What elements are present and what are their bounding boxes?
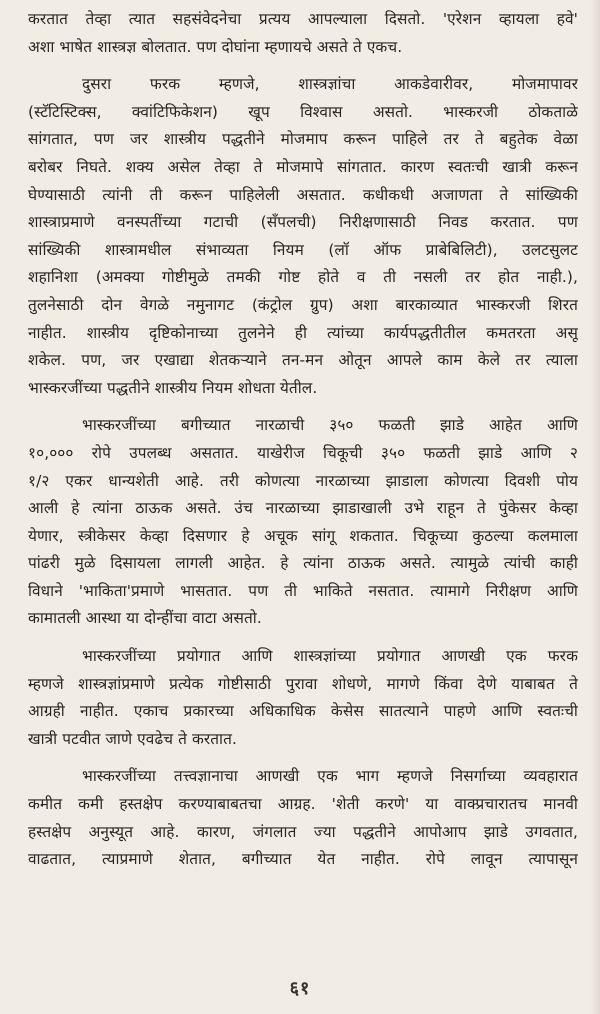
text-line: (स्टॅटिस्टिक्स, क्वांटिफिकेशन) खूप विश्वास असतो. भास्करजी ठोकताळे <box>28 102 578 121</box>
text-line: सांगतात, पण जर शास्त्रीय पद्धतीने मोजमाप करून पाहिले तर ते बहुतेक वेळा <box>28 130 578 149</box>
text-line: आग्रही नाहीत. एकाच प्रकारच्या अधिकाधिक केसेस सातत्याने पाहणे आणि स्वतःची <box>28 702 578 721</box>
text-line: भास्करजींच्या बगीच्यात नारळाची ३५० फळती झाडे आहेत आणि <box>82 416 578 435</box>
text-line: शकेल. पण, जर एखाद्या शेतकऱ्याने तन-मन ओतून आपले काम केले तर त्याला <box>28 351 578 370</box>
text-line: करतात तेव्हा त्यात सहसंवेदनेचा प्रत्यय आपल्याला दिसतो. 'एरेशन व्हायला हवे' <box>28 10 578 28</box>
text-line: आली हे त्यांना ठाऊक असते. उंच नारळाच्या झाडाखाली उभे राहून ते पुंकेसर केव्हा <box>28 499 578 518</box>
text-line: १०,००० रोपे उपलब्ध असतात. याखेरीज चिकूची ३५० फळती झाडे आणि २ <box>28 443 578 462</box>
text-line: नाहीत. शास्त्रीय दृष्टिकोनाच्या तुलनेने ही त्यांच्या कार्यपद्धतीतील कमतरता असू <box>28 323 578 342</box>
text-line: भास्करजींच्या तत्त्वज्ञानाचा आणखी एक भाग म्हणजे निसर्गाच्या व्यवहारात <box>82 767 578 786</box>
text-line: शास्त्राप्रमाणे वनस्पतींच्या गटाची (सॅंपलची) निरीक्षणासाठी निवड करतात. पण <box>28 213 578 232</box>
text-line: पांढरी मुळे दिसायला लागली आहेत. हे त्यांना ठाऊक असते. त्यामुळे त्यांची काही <box>28 554 578 573</box>
text-line: अशा भाषेत शास्त्रज्ञ बोलतात. पण दोघांना म्हणायचे असते ते एकच. <box>28 37 403 56</box>
text-line: विधाने 'भाकिता'प्रमाणे भासतात. पण ती भाकिते नसतात. त्यामागे निरीक्षण आणि <box>28 581 578 600</box>
text-line: येणार, स्त्रीकेसर केव्हा दिसणार हे अचूक सांगू शकतात. चिकूच्या कुठल्या कलमाला <box>28 526 578 545</box>
text-line: तुलनेसाठी दोन वेगळे नमुनागट (कंट्रोल ग्रुप) अशा बारकाव्यात भास्करजी शिरत <box>28 295 578 314</box>
paragraph-4 <box>28 643 578 753</box>
text-line: सांख्यिकी शास्त्रामधील संभाव्यता नियम (लॉ ऑफ प्राबेबिलिटी), उलटसुलट <box>28 240 578 259</box>
text-line: दुसरा फरक म्हणजे, शास्त्रज्ञांचा आकडेवारीवर, मोजमापावर <box>82 75 578 94</box>
text-line: हस्तक्षेप अनुस्यूत आहे. कारण, जंगलात ज्या पद्धतीने आपोआप झाडे उगवतात, <box>28 822 578 841</box>
text-line: बरोबर निघते. शक्य असेल तेव्हा ते मोजमापे सांगतात. कारण स्वतःची खात्री करून <box>28 157 578 176</box>
page-edge-shadow <box>590 0 600 1014</box>
paragraph-1 <box>28 6 578 61</box>
text-line: शहानिशा (अमक्या गोष्टीमुळे तमकी गोष्ट होते व ती नसली तर होत नाही.), <box>28 268 578 287</box>
text-line: कमीत कमी हस्तक्षेप करण्याबाबतचा आग्रह. 'शेती करणे' या वाक्प्रचारातच मानवी <box>28 795 578 814</box>
text-line: १/२ एकर धान्यशेती आहे. तरी कोणत्या नारळाच्या झाडाला कोणत्या दिवशी पोय <box>28 471 578 490</box>
text-line: खात्री पटवीत जाणे एवढेच ते करतात. <box>28 729 237 748</box>
paragraph-3 <box>28 412 578 633</box>
paragraph-2 <box>28 71 578 402</box>
text-line: कामातली आस्था या दोन्हींचा वाटा असतो. <box>28 609 262 628</box>
page-number: ६१ <box>289 978 311 999</box>
text-line: भास्करजींच्या प्रयोगात आणि शास्त्रज्ञांच्या प्रयोगात आणखी एक फरक <box>82 647 578 666</box>
text-line: म्हणजे शास्त्रज्ञांप्रमाणे प्रत्येक गोष्टीसाठी पुरावा शोधणे, मागणे किंवा देणे याबाबत ते <box>28 674 578 693</box>
text-line: वाढतात, त्याप्रमाणे शेतात, बगीच्यात येत नाहीत. रोपे लावून त्यापासून <box>28 850 578 869</box>
text-line: भास्करजींच्या पद्धतीने शास्त्रीय नियम शोधता येतील. <box>28 378 318 397</box>
text-line: घेण्यासाठी त्यांनी ती करून पाहिलेली असतात. कधीकधी अजाणता ते सांख्यिकी <box>28 185 578 204</box>
paragraph-5 <box>28 763 578 873</box>
